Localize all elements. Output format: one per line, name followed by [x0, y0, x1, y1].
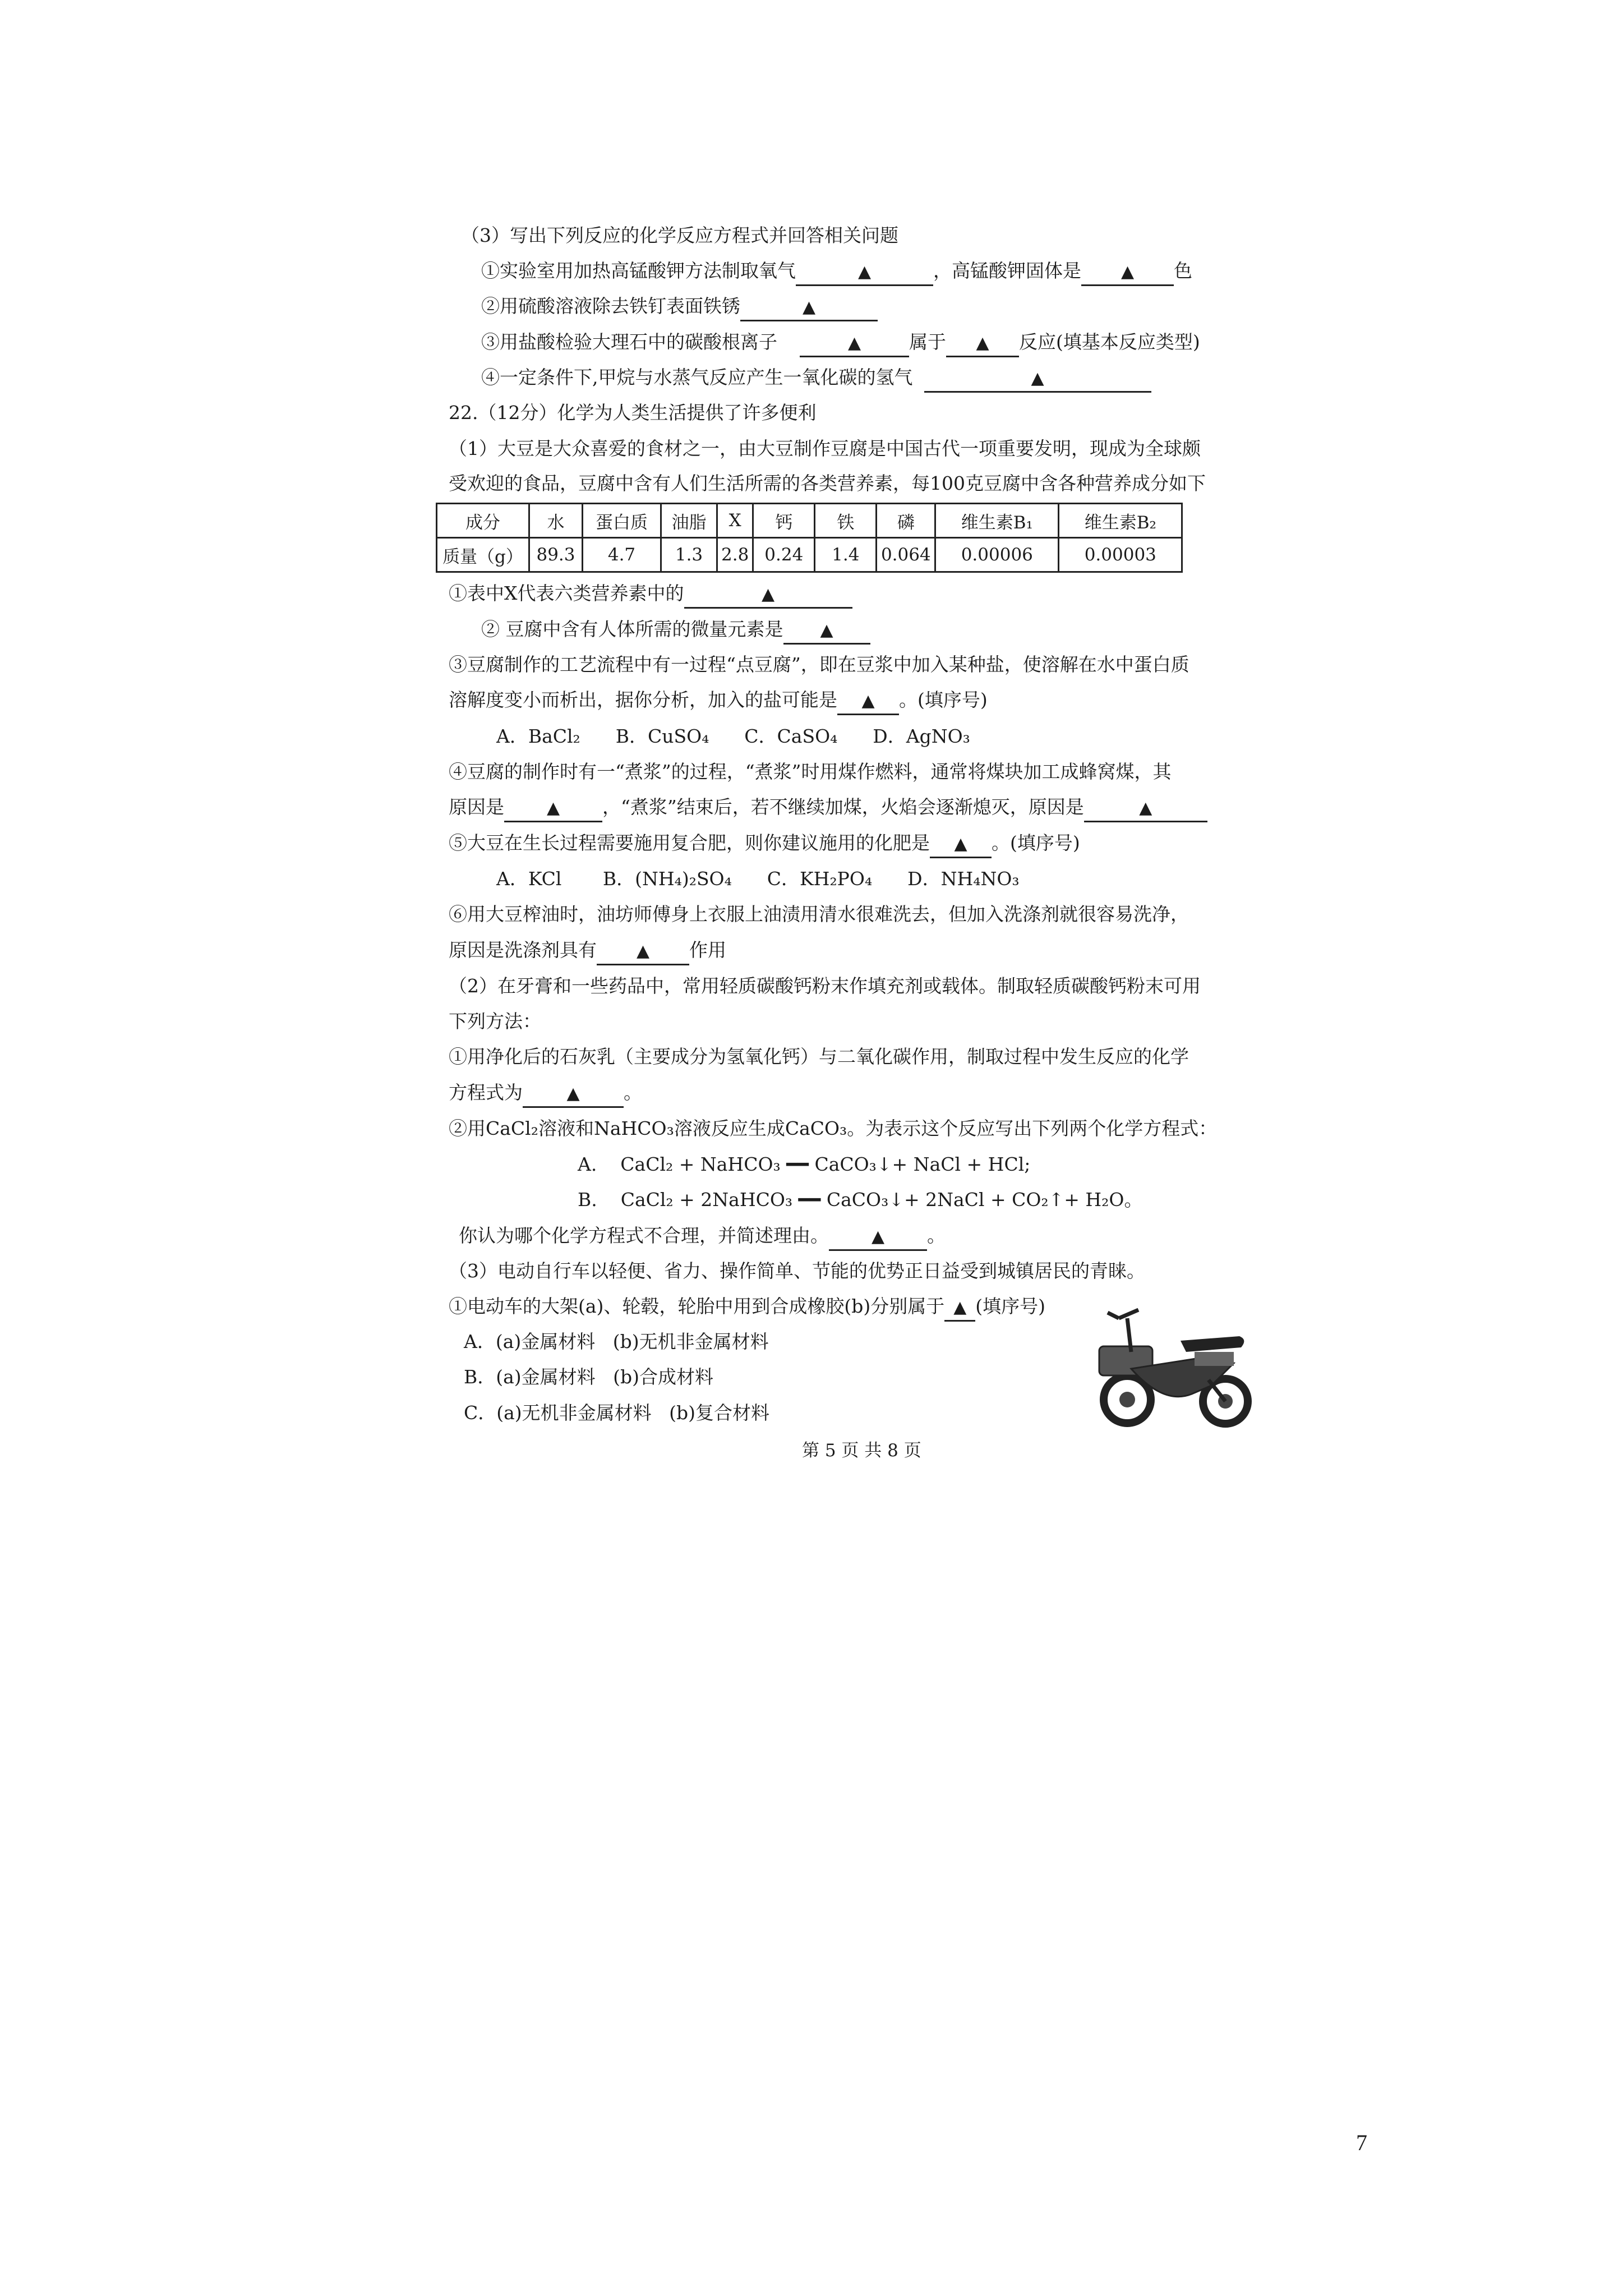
q22-1-item-1: ①表中X代表六类营养素中的 ▲	[449, 581, 852, 609]
page-number: 7	[1356, 2130, 1367, 2155]
answer-blank[interactable]: ▲	[740, 294, 878, 321]
q3-item-3: ③用盐酸检验大理石中的碳酸根离子 ▲ 属于 ▲ 反应(填基本反应类型)	[481, 330, 1200, 357]
q22-part1-text-2: 受欢迎的食品，豆腐中含有人们生活所需的各类营养素，每100克豆腐中含各种营养成分如下	[449, 472, 1206, 494]
q22-1-item-4-cont: 原因是 ▲ ，“煮浆”结束后，若不继续加煤，火焰会逐渐熄灭，原因是 ▲	[449, 795, 1207, 822]
table-cell: 油脂	[661, 504, 717, 538]
table-cell: 磷	[877, 504, 935, 538]
option-b: B．(a)金属材料 (b)合成材料	[464, 1366, 714, 1388]
q22-1-item-5: ⑤大豆在生长过程需要施用复合肥，则你建议施用的化肥是 ▲ 。(填序号)	[449, 831, 1080, 858]
answer-blank[interactable]: ▲	[924, 365, 1151, 393]
table-row	[437, 538, 1182, 572]
q22-part2-text-2: 下列方法：	[449, 1010, 541, 1032]
q22-heading: 22.（12分）化学为人类生活提供了许多便利	[449, 402, 817, 424]
option-a: A．(a)金属材料 (b)无机非金属材料	[464, 1331, 769, 1352]
q22-1-item-3-options: A．BaCl₂ B．CuSO₄ C．CaSO₄ D．AgNO₃	[496, 725, 970, 747]
table-cell: 蛋白质	[583, 504, 661, 538]
table-cell: 0.00003	[1059, 538, 1182, 572]
q22-2-item-2: ②用CaCl₂溶液和NaHCO₃溶液反应生成CaCO₃。为表示这个反应写出下列两个化学方程式：	[449, 1117, 1218, 1139]
table-cell: 0.00006	[935, 538, 1059, 572]
table-cell: 2.8	[717, 538, 753, 572]
answer-blank[interactable]: ▲	[1084, 795, 1207, 822]
table-cell: 质量（g）	[437, 538, 529, 572]
table-cell: 0.064	[877, 538, 935, 572]
q22-1-item-3: ③豆腐制作的工艺流程中有一过程“点豆腐”，即在豆浆中加入某种盐，使溶解在水中蛋白质	[449, 654, 1189, 675]
table-header-row	[437, 504, 1182, 538]
table-cell: 0.24	[753, 538, 815, 572]
answer-blank[interactable]: ▲	[783, 617, 870, 645]
table-cell: 维生素B₁	[935, 504, 1059, 538]
answer-blank[interactable]: ▲	[684, 581, 852, 609]
answer-blank[interactable]: ▲	[597, 938, 689, 965]
q22-2-question: 你认为哪个化学方程式不合理，并简述理由。 ▲ 。	[459, 1223, 946, 1251]
answer-blank[interactable]: ▲	[800, 330, 909, 357]
equation-a: A. CaCl₂ + NaHCO₃ ━━ CaCO₃↓+ NaCl + HCl;	[578, 1153, 1031, 1175]
answer-blank[interactable]: ▲	[829, 1223, 927, 1251]
table-cell: 水	[529, 504, 583, 538]
q22-3-item-1: ①电动车的大架(a)、轮毂，轮胎中用到合成橡胶(b)分别属于 ▲ (填序号)	[449, 1294, 1045, 1322]
q22-1-item-2: ② 豆腐中含有人体所需的微量元素是 ▲	[481, 617, 870, 645]
option-c: C．(a)无机非金属材料 (b)复合材料	[464, 1402, 770, 1424]
answer-blank[interactable]: ▲	[504, 795, 602, 822]
q22-1-item-5-options: A．KCl B．(NH₄)₂SO₄ C．KH₂PO₄ D．NH₄NO₃	[496, 868, 1020, 890]
answer-blank[interactable]: ▲	[837, 688, 899, 715]
q22-part1-text: （1）大豆是大众喜爱的食材之一，由大豆制作豆腐是中国古代一项重要发明，现成为全球颇	[449, 438, 1201, 459]
q22-1-item-3-cont: 溶解度变小而析出，据你分析，加入的盐可能是 ▲ 。(填序号)	[449, 688, 988, 715]
q22-2-item-1-cont: 方程式为 ▲ 。	[449, 1080, 642, 1108]
table-cell: 4.7	[583, 538, 661, 572]
equation-b: B. CaCl₂ + 2NaHCO₃ ━━ CaCO₃↓+ 2NaCl + CO₂↑+ H₂O。	[578, 1189, 1143, 1211]
answer-blank[interactable]: ▲	[523, 1080, 624, 1108]
answer-blank[interactable]: ▲	[944, 1294, 975, 1322]
answer-blank[interactable]: ▲	[930, 831, 992, 858]
q22-1-item-6-cont: 原因是洗涤剂具有 ▲ 作用	[449, 938, 726, 965]
q22-1-item-6: ⑥用大豆榨油时，油坊师傅身上衣服上油渍用清水很难洗去，但加入洗涤剂就很容易洗净，	[449, 903, 1189, 925]
q3-item-1-text: ①实验室用加热高锰酸钾方法制取氧气	[481, 260, 796, 282]
q3-item-1: ①实验室用加热高锰酸钾方法制取氧气 ▲ ，高锰酸钾固体是 ▲ 色	[481, 259, 1192, 286]
q22-1-item-4: ④豆腐的制作时有一“煮浆”的过程，“煮浆”时用煤作燃料，通常将煤块加工成蜂窝煤，其	[449, 761, 1172, 783]
table-cell: X	[717, 504, 753, 538]
table-cell: 钙	[753, 504, 815, 538]
answer-blank[interactable]: ▲	[1081, 259, 1174, 286]
table-cell: 1.3	[661, 538, 717, 572]
table-cell: 维生素B₂	[1059, 504, 1182, 538]
q3-item-4: ④一定条件下,甲烷与水蒸气反应产生一氧化碳的氢气 ▲	[481, 365, 1151, 393]
electric-bike-image	[1096, 1301, 1256, 1430]
q3-heading: （3）写出下列反应的化学反应方程式并回答相关问题	[461, 224, 898, 246]
q22-part2-text: （2）在牙膏和一些药品中，常用轻质碳酸钙粉末作填充剂或载体。制取轻质碳酸钙粉末可用	[449, 975, 1201, 997]
answer-blank[interactable]: ▲	[946, 330, 1019, 357]
table-cell: 成分	[437, 504, 529, 538]
q3-item-2: ②用硫酸溶液除去铁钉表面铁锈 ▲	[481, 294, 878, 321]
answer-blank[interactable]: ▲	[796, 259, 933, 286]
nutrition-table	[436, 503, 1183, 573]
table-cell: 89.3	[529, 538, 583, 572]
table-cell: 1.4	[815, 538, 877, 572]
q22-part3-text: （3）电动自行车以轻便、省力、操作简单、节能的优势正日益受到城镇居民的青睐。	[449, 1260, 1145, 1282]
table-cell: 铁	[815, 504, 877, 538]
q22-2-item-1: ①用净化后的石灰乳（主要成分为氢氧化钙）与二氧化碳作用，制取过程中发生反应的化学	[449, 1046, 1189, 1068]
page-footer: 第 5 页 共 8 页	[802, 1441, 921, 1461]
